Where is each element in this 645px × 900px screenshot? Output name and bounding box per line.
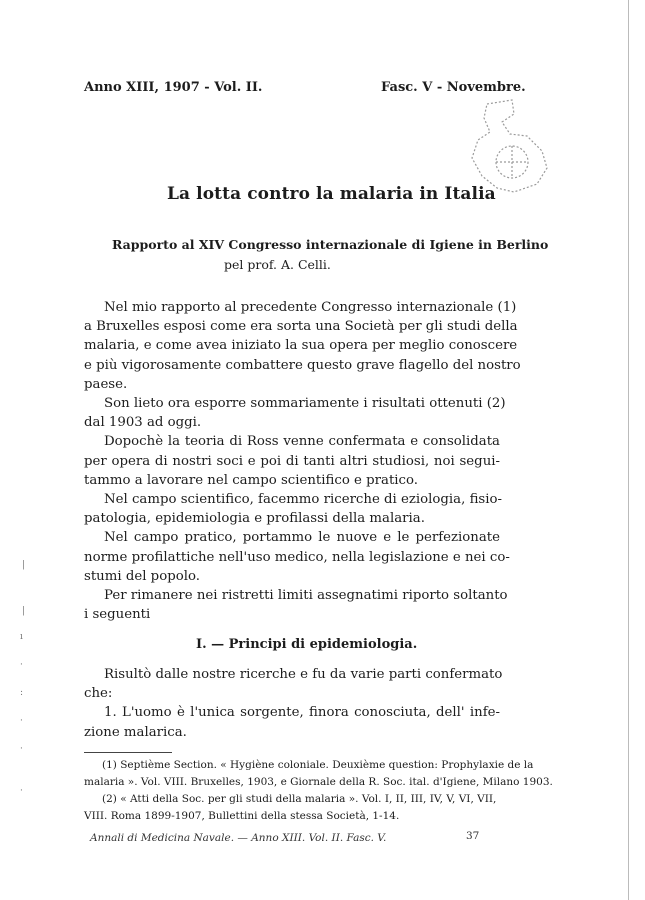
article-title: La lotta contro la malaria in Italia [167,184,496,204]
body-line: paese. [84,376,128,392]
body-line: malaria, e come avea iniziato la sua opera per meglio conoscere [84,338,518,354]
section-body [84,665,503,742]
section-line: che: [84,686,113,702]
body-line: Nel campo scientifico, facemmo ricerche di eziologia, fisio- [104,492,503,508]
body-line: Son lieto ora esporre sommariamente i risultati ottenuti (2) [104,396,506,412]
section-line: 1. L'uomo è l'unica sorgente, finora conosciuta, dell' infe- [104,705,500,721]
page-footer: Annali di Medicina Navale. — Anno XIII. Vol. II. Fasc. V. [90,832,387,844]
body-text [84,298,521,624]
section-line: zione malarica. [84,724,187,740]
body-line: stumi del popolo. [84,568,200,584]
body-line: i seguenti [84,607,151,623]
section-line: Risultò dalle nostre ricerche e fu da varie parti confermato [104,667,503,682]
section-heading: I. — Principi di epidemiologia. [196,637,418,652]
footnote-line: (2) « Atti della Soc. per gli studi della malaria ». Vol. I, II, III, IV, V, VI, VII, [102,793,497,805]
margin-mark: · [20,716,23,726]
body-line: tammo a lavorare nel campo scientifico e pratico. [84,472,418,488]
body-line: patologia, epidemiologia e profilassi della malaria. [84,511,425,527]
margin-mark: | [22,560,26,570]
binding-edge [628,0,629,900]
margin-mark: ı [20,632,23,642]
body-line: per opera di nostri soci e poi di tanti altri studiosi, noi segui- [84,453,500,469]
footnote-line: (1) Septième Section. « Hygiène coloniale. Deuxième question: Prophylaxie de la [102,759,534,771]
subtitle-line-1: Rapporto al XIV Congresso internazionale di Igiene in Berlino [112,237,549,252]
margin-mark: · [20,786,23,796]
body-line: norme profilattiche nell'uso medico, nella legislazione e nei co- [84,549,510,565]
running-header-left: Anno XIII, 1907 - Vol. II. [84,80,263,95]
margin-mark: | [22,606,26,616]
body-line: a Bruxelles esposi come era sorta una Società per gli studi della [84,319,518,335]
body-line: e più vigorosamente combattere questo grave flagello del nostro [84,357,521,373]
body-line: Dopochè la teoria di Ross venne confermata e consolidata [104,434,500,450]
margin-mark: : [20,688,24,698]
footnotes [84,757,553,825]
page-number: 37 [466,830,480,842]
body-line: dal 1903 ad oggi. [84,415,202,431]
running-header-right: Fasc. V - Novembre. [381,80,526,95]
footnote-rule [84,752,172,753]
body-line: Nel campo pratico, portammo le nuove e le perfezionate [104,530,500,546]
margin-mark: · [20,744,23,754]
margin-mark: · [20,660,23,670]
footnote-line: malaria ». Vol. VIII. Bruxelles, 1903, e Giornale della R. Soc. ital. d'Igiene, Milano 1903. [84,776,553,788]
body-line: Per rimanere nei ristretti limiti assegnatimi riporto soltanto [104,588,508,604]
subtitle-author: pel prof. A. Celli. [224,257,331,272]
footnote-line: VIII. Roma 1899-1907, Bullettini della stessa Società, 1-14. [84,810,400,822]
body-line: Nel mio rapporto al precedente Congresso internazionale (1) [104,300,517,315]
